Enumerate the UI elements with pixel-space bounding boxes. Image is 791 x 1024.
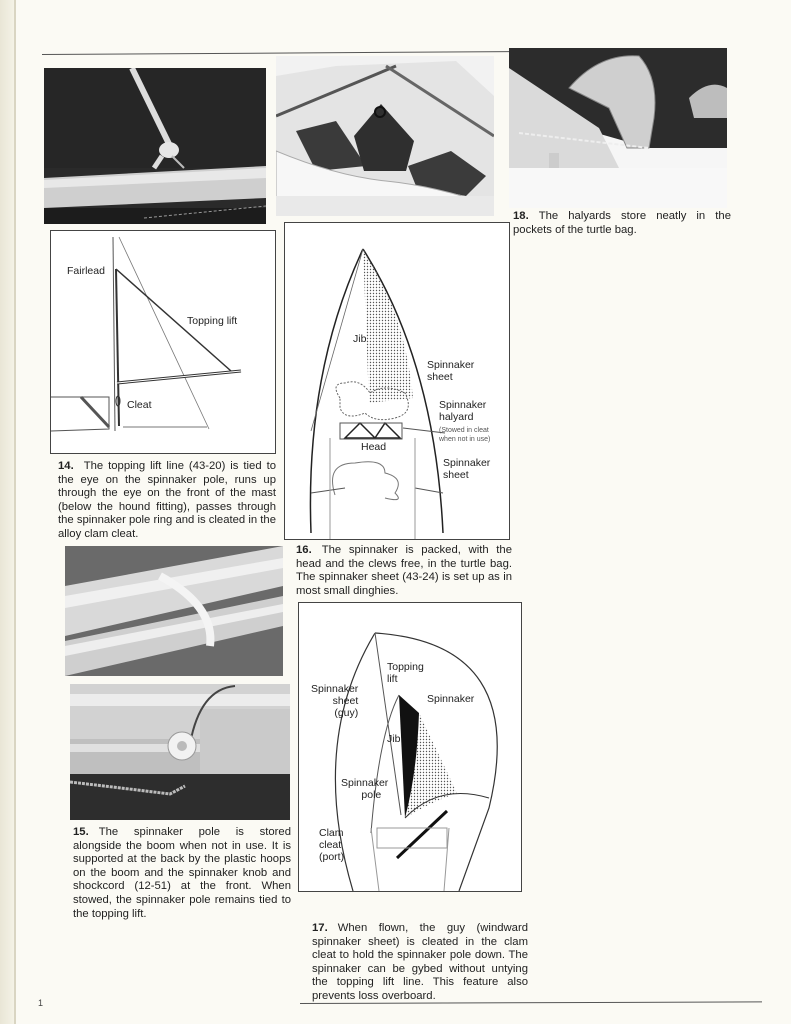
caption-15 [73, 826, 291, 921]
photo-topping-lift-knot [44, 68, 266, 224]
label-spinnaker-sheet-top: Spinnaker sheet [427, 359, 475, 383]
caption-number: 15. [73, 826, 89, 838]
diagram-spinnaker-packed [284, 222, 510, 540]
label-head: Head [361, 441, 387, 453]
label-spinnaker-pole: Spinnaker pole [341, 777, 389, 801]
diagram-topping-lift [50, 230, 276, 454]
caption-17 [312, 922, 528, 1004]
page-binding-edge [0, 0, 14, 1024]
caption-16 [296, 544, 512, 598]
caption-text: The halyards store neatly in the pockets of the turtle bag. [513, 210, 731, 236]
label-spinnaker: Spinnaker [427, 693, 475, 705]
caption-number: 14. [58, 460, 74, 472]
caption-text: The topping lift line (43-20) is tied to the eye on the spinnaker pole, runs up through the eye on the front of the mast (below the hound fitting), passes through the spinnaker pole ring and is cleated in the alloy clam cleat. [58, 460, 276, 540]
label-topping-lift: Topping lift [187, 315, 238, 327]
photo-pole-knob [70, 684, 290, 820]
caption-text: When flown, the guy (windward spinnaker sheet) is cleated in the clam cleat to hold the spinnaker pole down. The spinnaker can be gybed without untying the topping lift line. This feature also prevents loss overboard. [312, 922, 528, 1002]
photo-halyards-stowed [509, 48, 727, 208]
caption-number: 16. [296, 544, 312, 556]
label-fairlead: Fairlead [67, 265, 105, 277]
label-jib: Jib [353, 333, 367, 345]
caption-text: The spinnaker pole is stored alongside the boom when not in use. It is supported at the back by the plastic hoops on the boom and the spinnaker knob and shockcord (12-51) at the front. When stowed, the spinnaker pole remains tied to the topping lift. [73, 826, 291, 920]
label-jib: Jib [387, 733, 401, 745]
label-spinnaker-sheet-bottom: Spinnaker sheet [443, 457, 491, 481]
caption-18 [513, 210, 731, 237]
photo-turtle-bag-packed [276, 56, 494, 216]
page-binding-shadow [14, 0, 16, 1024]
label-halyard-note: (Stowed in cleat when not in use) [439, 427, 491, 443]
label-spinnaker-sheet-guy: Spinnaker sheet (guy) [311, 683, 359, 719]
page-folio: 1 [38, 998, 44, 1008]
diagram-spinnaker-flown [298, 602, 522, 892]
label-clam-cleat: Clam cleat (port) [319, 827, 345, 863]
caption-number: 18. [513, 210, 529, 222]
label-topping-lift: Topping lift [387, 661, 424, 685]
photo-pole-hoops [65, 546, 283, 676]
caption-14 [58, 460, 276, 542]
caption-text: The spinnaker is packed, with the head and the clews free, in the turtle bag. The spinnaker sheet (43-24) is set up as in most small dinghies. [296, 544, 512, 597]
caption-number: 17. [312, 922, 328, 934]
label-cleat: Cleat [127, 399, 152, 411]
label-spinnaker-halyard: Spinnaker halyard [439, 399, 487, 423]
